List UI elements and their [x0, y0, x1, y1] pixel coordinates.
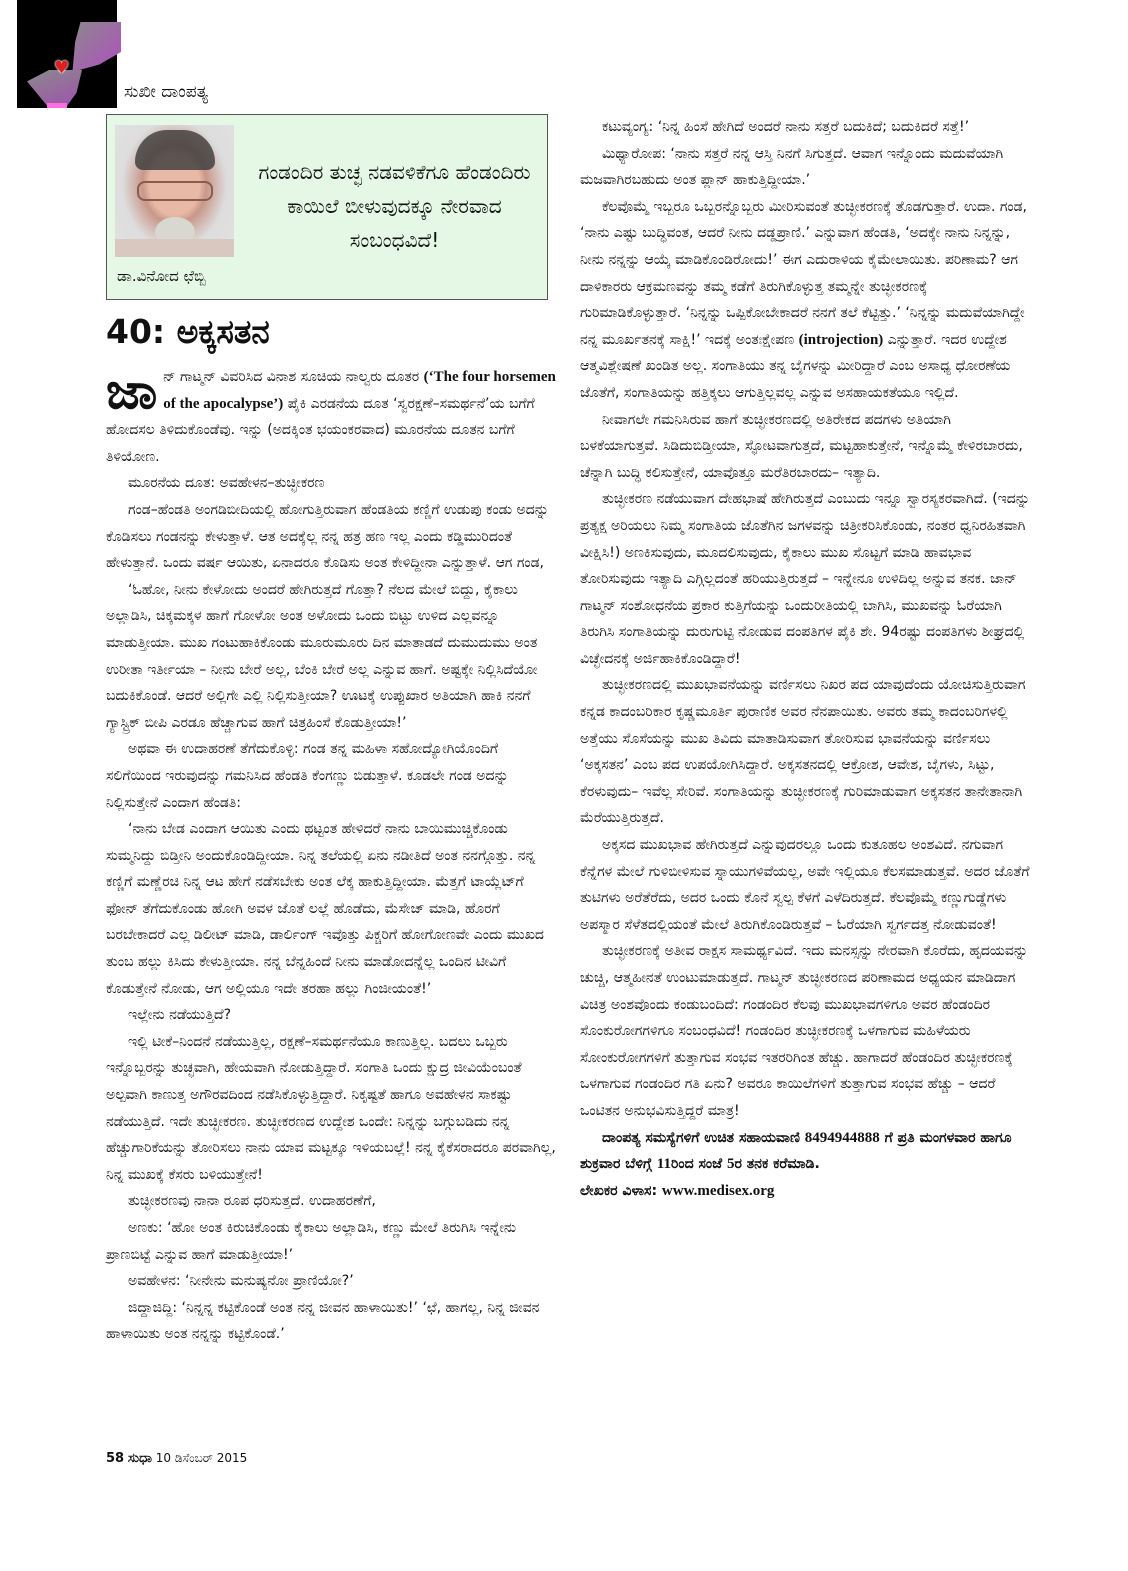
paragraph: ‘ಓಹೋ, ನೀನು ಕೇಳೋದು ಅಂದರೆ ಹೇಗಿರುತ್ತದೆ ಗೊತ್ತಾ? ನೆಲದ ಮೇಲೆ ಬಿದ್ದು, ಕೈಕಾಲು ಅಲ್ಲಾಡಿಸಿ, ಚಿಕ್ಕಮಕ್ಕಳ ಹಾಗೆ ಗೋಳೋ ಅಂತ ಅಳೋದು ಒಂದು ಬಿಟ್ಟು ಉಳಿದ ಎಲ್ಲವನ್ನೂ ಮಾಡುತ್ತೀಯಾ. ಮುಖ ಗಂಟುಹಾಕಿಕೊಂಡು ಮೂರುಮೂರು ದಿನ ಮಾತಾಡದೆ ದುಮುದುಮು ಅಂತ ಉರೀತಾ ಇರ್ತೀಯಾ – ನೀನು ಬೇರೆ ಅಲ್ಲ, ಬೆಂಕಿ ಬೇರೆ ಅಲ್ಲ ಎನ್ನುವ ಹಾಗೆ. ಅಷ್ಟಕ್ಕೇ ನಿಲ್ಲಿಸಿದೆಯೋ ಬದುಕಿಕೊಂಡೆ. ಆದರೆ ಅಲ್ಲಿಗೇ ಎಲ್ಲಿ ನಿಲ್ಲಿಸುತ್ತೀಯಾ? ಊಟಕ್ಕೆ ಉಪ್ಪುಖಾರ ಅತಿಯಾಗಿ ಹಾಕಿ ನನಗೆ ಗ್ಯಾಸ್ಟ್ರಿಕ್ ಬೀಪಿ ಎರಡೂ ಹೆಚ್ಚಾಗುವ ಹಾಗೆ ಚಿತ್ರಹಿಂಸೆ ಕೊಡುತ್ತೀಯಾ!’ — [106, 581, 538, 731]
column-left — [106, 361, 556, 1348]
paragraph — [580, 194, 1030, 407]
paragraph: ಅಥವಾ ಈ ಉದಾಹರಣೆ ತೆಗೆದುಕೊಳ್ಳಿ: ಗಂಡ ತನ್ನ ಮಹಿಳಾ ಸಹೋದ್ಯೋಗಿಯೊಂದಿಗೆ ಸಲಿಗೆಯಿಂದ ಇರುವುದನ್ನು ಗಮನಿಸಿದ ಹೆಂಡತಿ ಕೆಂಗಣ್ಣು ಬಿಡುತ್ತಾಳೆ. ಕೂಡಲೇ ಗಂಡ ಅದನ್ನು ನಿಲ್ಲಿಸುತ್ತೇನೆ ಎಂದಾಗ ಹೆಂಡತಿ: — [106, 741, 509, 811]
logo-accent-bar — [47, 103, 67, 108]
paragraph: ತುಚ್ಛೀಕರಣ ನಡೆಯುವಾಗ ದೇಹಭಾಷೆ ಹೇಗಿರುತ್ತದೆ ಎಂಬುದು ಇನ್ನೂ ಸ್ವಾರಸ್ಯಕರವಾಗಿದೆ. (ಇದನ್ನು ಪ್ರತ್ಯಕ್ಷ ಅರಿಯಲು ನಿಮ್ಮ ಸಂಗಾತಿಯ ಜೊತೆಗಿನ ಜಗಳವನ್ನು ಚಿತ್ರೀಕರಿಸಿಕೊಂಡು, ನಂತರ ಧ್ವನಿರಹಿತವಾಗಿ ವೀಕ್ಷಿಸಿ!) ಅಣಕಿಸುವುದು, ಮೂದಲಿಸುವುದು, ಕೈಕಾಲು ಮುಖ ಸೊಟ್ಟಗೆ ಮಾಡಿ ಹಾವಭಾವ ತೋರಿಸುವುದು ಇತ್ಯಾದಿ ಎಗ್ಗಿಲ್ಲದಂತೆ ಹರಿಯುತ್ತಿರುತ್ತದೆ – ಇನ್ನೇನೂ ಉಳಿದಿಲ್ಲ ಅನ್ನುವ ತನಕ. ಜಾನ್ ಗಾಟ್ಮನ್ ಸಂಶೋಧನೆಯ ಪ್ರಕಾರ ಕುತ್ತಿಗೆಯನ್ನು ಒಂದುರೀತಿಯಲ್ಲಿ ಬಾಗಿಸಿ, ಮುಖವನ್ನು ಓರೆಯಾಗಿ ತಿರುಗಿಸಿ ಸಂಗಾತಿಯನ್ನು ದುರುಗುಟ್ಟಿ ನೋಡುವ ದಂಪತಿಗಳ ಪೈಕಿ ಶೇ. 94ರಷ್ಟು ದಂಪತಿಗಳು ಶೀಘ್ರದಲ್ಲಿ ವಿಚ್ಛೇದನಕ್ಕೆ ಅರ್ಜಿಹಾಕಿಕೊಂಡಿದ್ದಾರೆ! — [580, 491, 1030, 667]
paragraph-text: ಎನ್ನುತ್ತಾರೆ. ಇದರ ಉದ್ದೇಶ ಆತ್ಮವಿಶ್ಲೇಷಣೆ ಖಂಡಿತ ಅಲ್ಲ. ಸಂಗಾತಿಯು ತನ್ನ ಬೈಗಳನ್ನು ಮೀರಿದ್ದಾರೆ ಎಂಬ ಅಸಾಧ್ಯ ಧೋರಣೆಯ ಜೊತೆಗೆ, ಸಂಗಾತಿಯನ್ನು ಹತ್ತಿಕ್ಕಲು ಆಗುತ್ತಿಲ್ಲವಲ್ಲ — [580, 331, 1011, 401]
helpline-time-start: 11 — [656, 1156, 671, 1173]
address-label: ಲೇಖಕರ ವಿಳಾಸ: — [580, 1182, 662, 1199]
intro-paragraph — [106, 361, 556, 470]
author-website-link[interactable]: www.medisex.org — [661, 1182, 775, 1199]
paragraph: ಮೂರನೆಯ ದೂತ: ಅವಹೇಳನ–ತುಚ್ಛೀಕರಣ — [128, 475, 325, 492]
helpline-paragraph — [580, 1125, 1030, 1178]
headline-box — [106, 114, 548, 300]
headline-text: ಗಂಡಂದಿರ ತುಚ್ಛ ನಡವಳಿಕೆಗೂ ಹೆಂಡಂದಿರು ಕಾಯಿಲೆ ಬೀಳುವುದಕ್ಕೂ ನೇರವಾದ ಸಂಬಂಧವಿದೆ! — [258, 160, 531, 252]
paragraph: ತುಚ್ಛೀಕರಣಕ್ಕೆ ಅತೀವ ರಾಕ್ಷಸ ಸಾಮರ್ಥ್ಯವಿದೆ. ಇದು ಮನಸ್ಸನ್ನು ನೇರವಾಗಿ ಕೊರೆದು, ಹೃದಯವನ್ನು ಚುಚ್ಚಿ, ಆತ್ಮಹೀನತೆ ಉಂಟುಮಾಡುತ್ತದೆ. ಗಾಟ್ಮನ್ ತುಚ್ಛೀಕರಣದ ಪರಿಣಾಮದ ಅಧ್ಯಯನ ಮಾಡಿದಾಗ ವಿಚಿತ್ರ ಅಂಶವೊಂದು ಕಂಡುಬಂದಿದೆ: ಗಂಡಂದಿರ ಕೆಲವು ಮುಖಭಾವಗಳಿಗೂ ಅವರ ಹೆಂಡಂದಿರ ಸೊಂಕುರೋಗಗಳಿಗೂ ಸಂಬಂಧವಿದೆ! ಗಂಡಂದಿರ ತುಚ್ಛೀಕರಣಕ್ಕೆ ಒಳಗಾಗುವ ಮಹಿಳೆಯರು ಸೋಂಕುರೋಗಗಳಿಗೆ ತುತ್ತಾಗುವ ಸಂಭವ ಇತರರಿಗಿಂತ ಹೆಚ್ಚು. ಹಾಗಾದರೆ ಹೆಂಡಂದಿರ ತುಚ್ಛೀಕರಣಕ್ಕೆ ಒಳಗಾಗುವ ಗಂಡಂದಿರ ಗತಿ ಏನು? ಅವರೂ ಕಾಯಿಲೆಗಳಿಗೆ ತುತ್ತಾಗುವ ಸಂಭವ ಹೆಚ್ಚು – ಆದರೆ ಒಂಟಿತನ ಅನುಭವಿಸುತ್ತಿದ್ದರೆ ಮಾತ್ರ! — [580, 943, 1029, 1119]
author-name: ಡಾ.ವಿನೋದ ಛೆಬ್ಬಿ — [117, 267, 206, 285]
paragraph-text: ಕೆಲವೊಮ್ಮೆ ಇಬ್ಬರೂ ಒಬ್ಬರನ್ನೊಬ್ಬರು ಮೀರಿಸುವಂತೆ ತುಚ್ಛೀಕರಣಕ್ಕೆ ತೊಡಗುತ್ತಾರೆ. ಉದಾ. ಗಂಡ, ‘ನಾನು ಎಷ್ಟು ಬುದ್ಧಿವಂತ, ಆದರೆ ನೀನು ದಡ್ಡಪ್ರಾಣಿ.’ ಎನ್ನುವಾಗ ಹೆಂಡತಿ, ‘ಅದಕ್ಕೇ ನಾನು ನಿನ್ನನ್ನು, ನೀನು ನನ್ನನ್ನು ಆಯ್ಕೆ ಮಾಡಿಕೊಂಡಿರೋದು!’ ಈಗ ಎದುರಾಳಿಯ ಕೈಮೇಲಾಯಿತು. ಪರಿಣಾಮ? ಆಗ ದಾಳಿಕಾರರು ಆಕ್ರಮಣವನ್ನು ತಮ್ಮ ಕಡೆಗೆ ತಿರುಗಿಕೊಳ್ಳುತ್ತ ತಮ್ಮನ್ನೇ ತುಚ್ಛೀಕರಣಕ್ಕೆ ಗುರಿಮಾಡಿಕೊಳ್ಳುತ್ತಾರೆ. ‘ನಿನ್ನನ್ನು ಒಪ್ಪಿಕೋಬೇಕಾದರೆ ನನಗೆ ತಲೆ ಕೆಟ್ಟಿತ್ತು.’ ‘ನಿನ್ನನ್ನು ಮದುವೆಯಾಗಿದ್ದೇ ನನ್ನ ಮೂರ್ಖತನಕ್ಕೆ ಸಾಕ್ಷಿ!’ ಇದಕ್ಕೆ ಅಂತಃಕ್ಷೇಪಣ — [580, 198, 1028, 348]
paragraph: ಅವಹೇಳನ: ‘ನೀನೇನು ಮನುಷ್ಯನೋ ಪ್ರಾಣಿಯೋ?’ — [128, 1273, 354, 1290]
paragraph: ಜಿದ್ದಾಜಿದ್ದಿ: ‘ನಿನ್ನನ್ನ ಕಟ್ಟಿಕೊಂಡೆ ಅಂತ ನನ್ನ ಜೀವನ ಹಾಳಾಯಿತು!’ ‘ಛೆ, ಹಾಗಲ್ಲ, ನಿನ್ನ ಜೀವನ ಹಾಳಾಯಿತು ಅಂತ ನನ್ನನ್ನು ಕಟ್ಟಿಕೊಂಡೆ.’ — [106, 1299, 540, 1343]
helpline-phone: 8494944888 — [804, 1129, 880, 1146]
heart-icon: ♥ — [54, 58, 70, 78]
paragraph: ಅಣಕು: ‘ಹೋ ಅಂತ ಕಿರುಚಿಕೊಂಡು ಕೈಕಾಲು ಅಲ್ಲಾಡಿಸಿ, ಕಣ್ಣು ಮೇಲೆ ತಿರುಗಿಸಿ ಇನ್ನೇನು ಪ್ರಾಣಬಿಟ್ಟೆ ಎನ್ನುವ ಹಾಗೆ ಮಾಡುತ್ತೀಯಾ!’ — [106, 1220, 517, 1263]
paragraph: ನೀವಾಗಲೇ ಗಮನಿಸಿರುವ ಹಾಗೆ ತುಚ್ಛೀಕರಣದಲ್ಲಿ ಅತಿರೇಕದ ಪದಗಳು ಅತಿಯಾಗಿ ಬಳಕೆಯಾಗುತ್ತವೆ. ಸಿಡಿದುಬಿಡ್ತೀಯಾ, ಸ್ಫೋಟವಾಗುತ್ತದೆ, ಮಟ್ಟಹಾಕುತ್ತೇನೆ, ಇನ್ನೊಮ್ಮೆ ಕೇಳಿರಬಾರದು, ಚೆನ್ನಾಗಿ ಬುದ್ಧಿ ಕಲಿಸುತ್ತೇನೆ, ಯಾವೊತ್ತೂ ಮರೆತಿರಬಾರದು– ಇತ್ಯಾದಿ. — [580, 411, 1023, 481]
paragraph: ಕಟುವ್ಯಂಗ್ಯ: ‘ನಿನ್ನ ಹಿಂಸೆ ಹೇಗಿದೆ ಅಂದರೆ ನಾನು ಸತ್ತರೆ ಬದುಕಿದೆ; ಬದುಕಿದರೆ ಸತ್ತೆ!’ — [602, 119, 970, 135]
helpline-text: ರಿಂದ ಸಂಜೆ — [670, 1156, 727, 1173]
photo-glasses — [137, 181, 213, 201]
paragraph: ಅಕ್ಕಸದ ಮುಖಭಾವ ಹೇಗಿರುತ್ತದೆ ಎನ್ನುವುದರಲ್ಲೂ ಒಂದು ಕುತೂಹಲ ಅಂಶವಿದೆ. ನಗುವಾಗ ಕೆನ್ನೆಗಳ ಮೇಲೆ ಗುಳಿಬೀಳಿಸುವ ಸ್ನಾಯುಗಳಿವೆಯಲ್ಲ, ಅವೇ ಇಲ್ಲಿಯೂ ಕೆಲಸಮಾಡುತ್ತವೆ. ಅದರ ಜೊತೆಗೆ ತುಟಿಗಳು ಅರೆತೆರೆದು, ಅದರ ಒಂದು ಕೊನೆ ಸ್ವಲ್ಪ ಕೆಳಗೆ ಎಳೆದಿರುತ್ತದೆ. ಕೆಲವೊಮ್ಮೆ ಕಣ್ಣುಗುಡ್ಡೆಗಳು ಅಪಸ್ಮಾರ ಸೆಳೆತದಲ್ಲಿಯಂತೆ ಮೇಲೆ ತಿರುಗಿಕೊಂಡಿರುತ್ತವೆ – ಓರೆಯಾಗಿ ಸ್ವರ್ಗದತ್ತ ನೋಡುವಂತೆ! — [580, 837, 1030, 933]
paragraph: ಇಲ್ಲೇನು ನಡೆಯುತ್ತಿದೆ? — [128, 1007, 232, 1024]
author-address — [580, 1178, 1030, 1205]
photo-hair — [135, 130, 215, 170]
helpline-time-end: 5 — [726, 1156, 735, 1173]
paragraph: ಗಂಡ–ಹೆಂಡತಿ ಅಂಗಡಿಬೀದಿಯಲ್ಲಿ ಹೋಗುತ್ತಿರುವಾಗ ಹೆಂಡತಿಯ ಕಣ್ಣಿಗೆ ಉಡುಪು ಕಂಡು ಅದನ್ನು ಕೊಡಿಸಲು ಗಂಡನನ್ನು ಕೇಳುತ್ತಾಳೆ. ಆತ ಅದಕ್ಕೆಲ್ಲ ನನ್ನ ಹತ್ರ ಹಣ ಇಲ್ಲ ಎಂದು ಕಡ್ಡಿಮುರಿದಂತೆ ಹೇಳುತ್ತಾನೆ. ಒಂದು ವರ್ಷ ಆಯಿತು, ಏನಾದರೂ ಕೊಡಿಸು ಅಂತ ಕೇಳಿದ್ದೀನಾ ಎನ್ನುತ್ತಾಳೆ. ಆಗ ಗಂಡ, — [106, 501, 549, 572]
section-label: ಸುಖೀ ದಾಂಪತ್ಯ — [124, 82, 209, 102]
face-silhouette-right — [67, 22, 121, 72]
paragraph: ತುಚ್ಛೀಕರಣದಲ್ಲಿ ಮುಖಭಾವನೆಯನ್ನು ವರ್ಣಿಸಲು ನಿಖರ ಪದ ಯಾವುದೆಂದು ಯೋಚಿಸುತ್ತಿರುವಾಗ ಕನ್ನಡ ಕಾದಂಬರಿಕಾರ ಕೃಷ್ಣಮೂರ್ತಿ ಪುರಾಣಿಕ ಅವರ ನೆನಪಾಯಿತು. ಅವರು ತಮ್ಮ ಕಾದಂಬರಿಗಳಲ್ಲಿ ಅತ್ತೆಯು ಸೊಸೆಯನ್ನು ಮುಖ ತಿವಿದು ಮಾತಾಡಿಸುವಾಗ ತೋರಿಸುವ ಭಾವನೆಯನ್ನು ವರ್ಣಿಸಲು ‘ಅಕ್ಕಸತನ’ ಎಂಬ ಪದ ಉಪಯೋಗಿಸಿದ್ದಾರೆ. ಅಕ್ಕಸತನದಲ್ಲಿ ಆಕ್ರೋಶ, ಆವೇಶ, ಬೈಗಳು, ಸಿಟ್ಟು, ಕೆರಳುವುದು– ಇವೆಲ್ಲ ಸೇರಿವೆ. ಸಂಗಾತಿಯನ್ನು ತುಚ್ಛೀಕರಣಕ್ಕೆ ಗುರಿಮಾಡುವಾಗ ಅಕ್ಕಸತನ ತಾನೇತಾನಾಗಿ ಮೆರೆಯುತ್ತಿರುತ್ತದೆ. — [580, 677, 1026, 827]
paragraph: ಮಿಥ್ಯಾರೋಪ: ‘ನಾನು ಸತ್ತರೆ ನನ್ನ ಆಸ್ತಿ ನಿನಗೆ ಸಿಗುತ್ತದೆ. ಆವಾಗ ಇನ್ನೊಂದು ಮದುವೆಯಾಗಿ ಮಜವಾಗಿರಬಹುದು ಅಂತ ಪ್ಲಾನ್ ಹಾಕುತ್ತಿದ್ದೀಯಾ.’ — [580, 145, 1004, 189]
introjection-term: (introjection) — [798, 331, 884, 348]
article-title: 40: ಅಕ್ಕಸತನ — [106, 312, 270, 351]
intro-english: (‘The four horsemen of the apocalypse’) — [163, 369, 556, 412]
magazine-name: ಸುಧಾ — [127, 1451, 152, 1466]
page-footer — [106, 1451, 247, 1466]
helpline-text: ರ ತನಕ ಕರೆಮಾಡಿ. — [734, 1156, 820, 1173]
paragraph: ‘ನಾನು ಬೇಡ ಎಂದಾಗ ಆಯಿತು ಎಂದು ಥಟ್ಟಂತ ಹೇಳಿದರೆ ನಾನು ಬಾಯಿಮುಚ್ಚಿಕೊಂಡು ಸುಮ್ಮನಿದ್ದು ಬಿಡ್ತೀನಿ ಅಂದುಕೊಂಡಿದ್ದೀಯಾ. ನಿನ್ನ ತಲೆಯಲ್ಲಿ ಏನು ನಡೀತಿದೆ ಅಂತ ನನಗ್ಗೊತ್ತು. ನನ್ನ ಕಣ್ಣಿಗೆ ಮಣ್ಣೆರಚಿ ನಿನ್ನ ಆಟ ಹೇಗೆ ನಡೆಸಬೇಕು ಅಂತ ಲೆಕ್ಕ ಹಾಕುತ್ತಿದ್ದೀಯಾ. ಮೆತ್ತಗೆ ಟಾಯ್ಲೆಟ್‌ಗೆ ಫೋನ್ ತೆಗೆದುಕೊಂಡು ಹೋಗಿ ಅವಳ ಜೊತೆ ಲಲ್ಲೆ ಹೊಡೆದು, ಮೆಸೇಜ್ ಮಾಡಿ, ಹೊರಗೆ ಬರಬೇಕಾದರೆ ಎಲ್ಲ ಡಿಲೀಟ್ ಮಾಡಿ, ಡಾರ್ಲಿಂಗ್ ಇವೊತ್ತು ಪಿಕ್ಚರಿಗೆ ಹೋಗೋಣವೇ ಎಂದು ಮುಖದ ತುಂಬ ಹಲ್ಲು ಕಿಸಿದು ಕೇಳುತ್ತೀಯಾ. ನನ್ನ ಬೆನ್ನಹಿಂದೆ ನೀನು ಮಾಡೋದನ್ನೆಲ್ಲ ಒಂದಿನ ಟೀವಿಗೆ ಕೊಡುತ್ತೇನೆ ನೋಡು, ಆಗ ಅಲ್ಲಿಯೂ ಇದೇ ತರಹಾ ಹಲ್ಲು ಗಿಂಜೀಯಂತೆ!’ — [106, 821, 544, 997]
paragraph: ತುಚ್ಛೀಕರಣವು ನಾನಾ ರೂಪ ಧರಿಸುತ್ತದೆ. ಉದಾಹರಣೆಗೆ, — [128, 1193, 376, 1210]
helpline-text: ದಾಂಪತ್ಯ ಸಮಸ್ಯೆಗಳಿಗೆ ಉಚಿತ ಸಹಾಯವಾಣಿ — [602, 1129, 805, 1146]
helpline-text: ಗೆ ಪ್ರತಿ ಮಂಗಳವಾರ ಹಾಗೂ ಶುಕ್ರವಾರ ಬೆಳಿಗ್ಗೆ — [580, 1129, 1012, 1173]
paragraph: ಇಲ್ಲಿ ಟೀಕೆ–ನಿಂದನೆ ನಡೆಯುತ್ತಿಲ್ಲ, ರಕ್ಷಣೆ–ಸಮರ್ಥನೆಯೂ ಕಾಣುತ್ತಿಲ್ಲ. ಬದಲು ಒಬ್ಬರು ಇನ್ನೊಬ್ಬರನ್ನು ತುಚ್ಛವಾಗಿ, ಹೇಯವಾಗಿ ನೋಡುತ್ತಿದ್ದಾರೆ. ಸಂಗಾತಿ ಒಂದು ಕ್ಷುದ್ರ ಜೀವಿಯೆಂಬಂತೆ ಅಲ್ಪವಾಗಿ ಕಾಣುತ್ತ ಅಗೌರವದಿಂದ ನಡೆಸಿಕೊಳ್ಳುತ್ತಿದ್ದಾರೆ. ನಿಕೃಷ್ಟತೆ ಹಾಗೂ ಅವಹೇಳನ ಸಾಕಷ್ಟು ನಡೆಯುತ್ತಿದೆ. ಇದೇ ತುಚ್ಛೀಕರಣ. ತುಚ್ಛೀಕರಣದ ಉದ್ದೇಶ ಒಂದೇ: ನಿನ್ನನ್ನು ಬಗ್ಗುಬಡಿದು ನನ್ನ ಹೆಚ್ಚುಗಾರಿಕೆಯನ್ನು ತೋರಿಸಲು ನಾನು ಯಾವ ಮಟ್ಟಕ್ಕೂ ಇಳಿಯಬಲ್ಲೆ! ನನ್ನ ಕೈಕೆಸರಾದರೂ ಪರವಾಗಿಲ್ಲ, ನಿನ್ನ ಮುಖಕ್ಕೆ ಕೆಸರು ಬಳಿಯುತ್ತೇನೆ! — [106, 1033, 556, 1183]
column-right — [580, 114, 1030, 1204]
drop-cap: ಜಾ — [106, 361, 158, 420]
issue-date: 10 ಡಿಸೆಂಬರ್ 2015 — [155, 1451, 248, 1465]
page-number: 58 — [106, 1451, 125, 1466]
photo-shirt — [115, 239, 234, 257]
intro-text-a: ನ್ ಗಾಟ್ಮನ್ ವಿವರಿಸಿದ ವಿನಾಶ ಸೂಚಿಯ ನಾಲ್ವರು ದೂತರ — [163, 369, 424, 385]
intro-text-b: ಪೈಕಿ ಎರಡನೆಯ ದೂತ ‘ಸ್ವರಕ್ಷಣೆ–ಸಮರ್ಥನೆ’ಯ ಬಗೆಗೆ ಹೋದಸಲ ತಿಳಿದುಕೊಂಡೆವು. ಇನ್ನು (ಅದಕ್ಕಿಂತ ಭಯಂಕರವಾದ) ಮೂರನೆಯ ದೂತನ ಬಗೆಗೆ ತಿಳಿಯೋಣ. — [106, 395, 535, 465]
paragraph-text: ಎನ್ನುವ ಅಸಹಾಯಕತೆಯೂ ಇಲ್ಲಿದೆ. — [799, 384, 959, 401]
author-photo — [115, 125, 234, 257]
section-logo — [17, 0, 117, 108]
